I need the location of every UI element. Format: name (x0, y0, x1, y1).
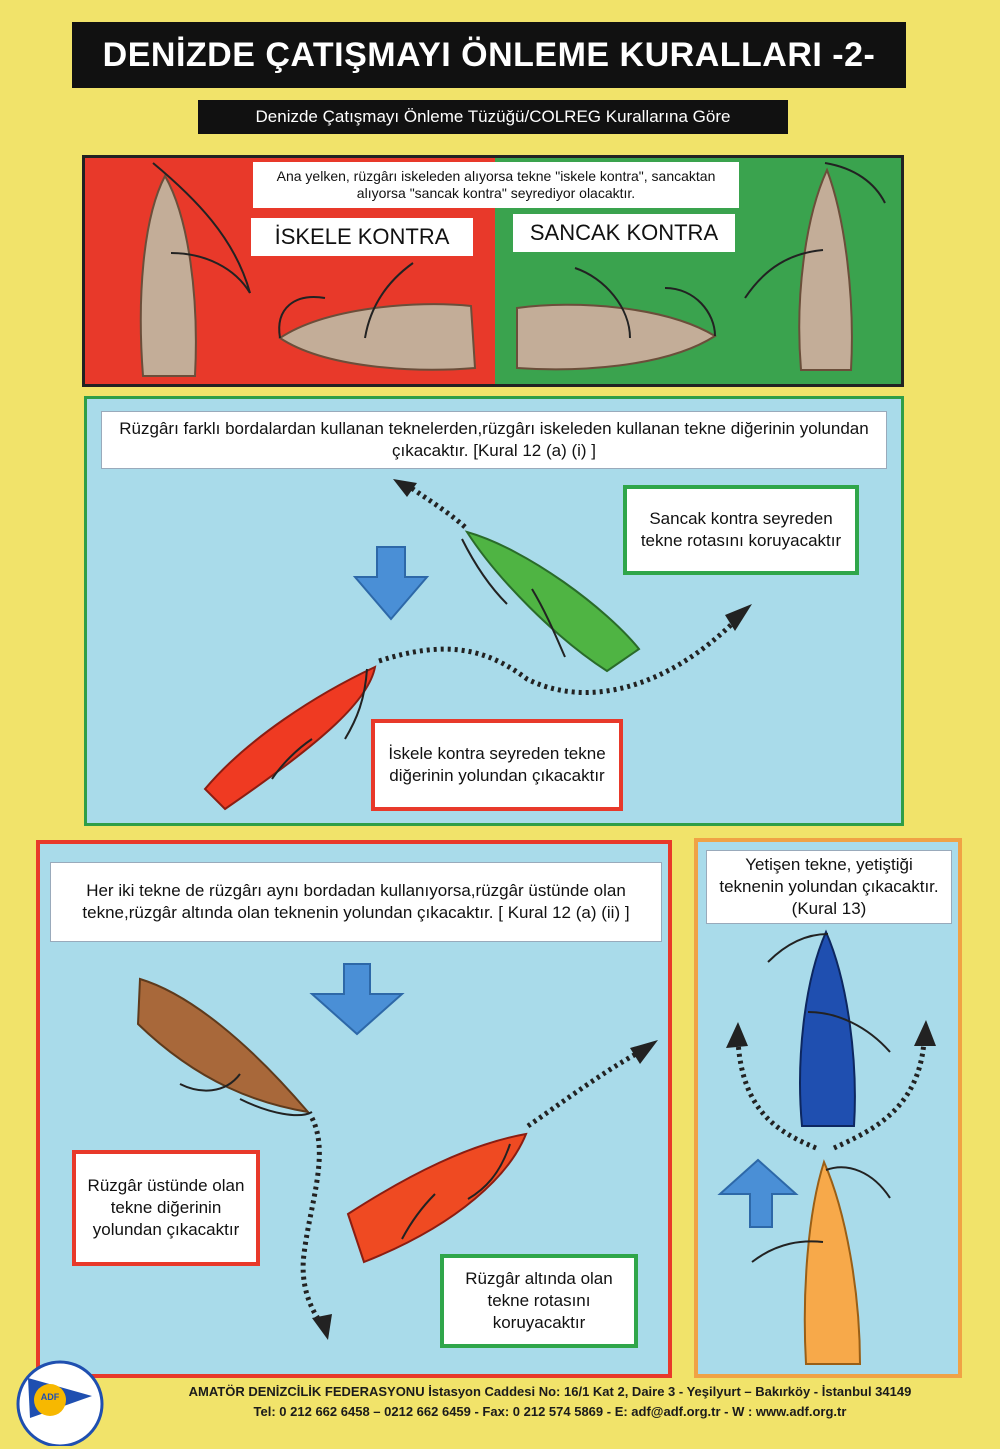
port-upright-boat (141, 176, 196, 376)
windward-gives-way-note: Rüzgâr üstünde olan tekne diğerinin yolundan çıkacaktır (72, 1150, 260, 1266)
adf-logo-badge: ADF (40, 1392, 60, 1402)
green-course-dots (407, 485, 465, 527)
footer-contact: Tel: 0 212 662 6458 – 0212 662 6459 - Fax: 0 212 574 5869 - E: adf@adf.org.tr - W : www.adf.org.tr (253, 1404, 847, 1419)
wind-arrow-down-icon (312, 964, 402, 1034)
starboard-horizontal-boat (517, 305, 715, 370)
footer-address: AMATÖR DENİZCİLİK FEDERASYONU İstasyon Caddesi No: 16/1 Kat 2, Daire 3 - Yeşilyurt – Bakırköy - İstanbul 34149 (188, 1384, 912, 1399)
rule12a-panel (84, 396, 904, 826)
rule12a-text: Rüzgârı farklı bordalardan kullanan teknelerden,rüzgârı iskeleden kullanan tekne diğerinin yolundan çıkacaktır. [Kural 12 (a) (i) ] (101, 411, 887, 469)
tack-note: Ana yelken, rüzgârı iskeleden alıyorsa tekne "iskele kontra", sancaktan alıyorsa "sancak kontra" seyrediyor olacaktır. (253, 162, 739, 208)
orange-boat (805, 1162, 860, 1364)
brown-course-arrowhead (312, 1314, 332, 1340)
red-course-arrowhead (630, 1040, 658, 1064)
brown-boat (138, 979, 308, 1112)
rule12b-text: Her iki tekne de rüzgârı aynı bordadan kullanıyorsa,rüzgâr üstünde olan tekne,rüzgâr altında olan teknenin yolundan çıkacaktır. [ Kural 12 (a) (ii) ] (50, 862, 662, 942)
page-title: DENİZDE ÇATIŞMAYI ÖNLEME KURALLARI -2- (72, 22, 906, 88)
tack-panel (82, 155, 904, 387)
wind-arrow-up-icon (720, 1160, 796, 1227)
starboard-upright-boat (799, 170, 852, 370)
port-tack-label: İSKELE KONTRA (251, 218, 473, 256)
left-course-arrowhead (726, 1022, 748, 1048)
green-boat (467, 532, 639, 671)
blue-boat (800, 932, 855, 1126)
starboard-tack-label: SANCAK KONTRA (513, 214, 735, 252)
red-boat (205, 667, 375, 809)
port-horizontal-boat (280, 304, 475, 370)
port-gives-way-note: İskele kontra seyreden tekne diğerinin yolundan çıkacaktır (371, 719, 623, 811)
right-course-arrowhead (914, 1020, 936, 1046)
page-subtitle: Denizde Çatışmayı Önleme Tüzüğü/COLREG Kurallarına Göre (198, 100, 788, 134)
red-course-dots (528, 1054, 636, 1126)
wind-arrow-down-icon (355, 547, 427, 619)
starboard-keeps-course-note: Sancak kontra seyreden tekne rotasını koruyacaktır (623, 485, 859, 575)
orange-red-boat (348, 1134, 526, 1262)
rule13-text: Yetişen tekne, yetiştiği teknenin yolundan çıkacaktır. (Kural 13) (706, 850, 952, 924)
footer (120, 1382, 980, 1422)
green-course-arrowhead (393, 479, 417, 497)
brown-course-dots (303, 1118, 322, 1324)
rule13-panel (694, 838, 962, 1378)
rule12b-panel (36, 840, 672, 1378)
leeward-keeps-course-note: Rüzgâr altında olan tekne rotasını koruyacaktır (440, 1254, 638, 1348)
